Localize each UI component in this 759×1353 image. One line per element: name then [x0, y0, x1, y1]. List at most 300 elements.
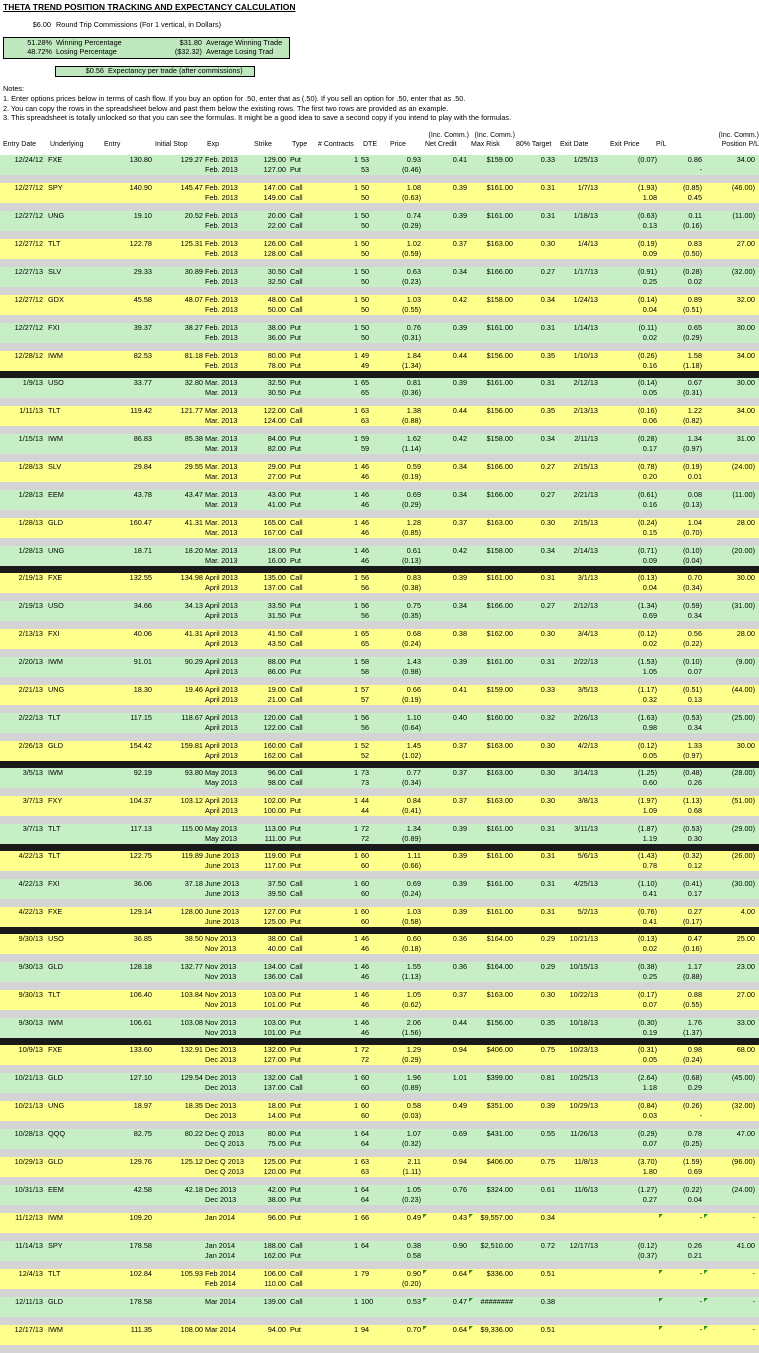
- cell-type[interactable]: Put: [290, 444, 301, 453]
- cell-type[interactable]: Put: [290, 1185, 301, 1194]
- cell-exp[interactable]: Feb. 2013: [205, 193, 238, 202]
- cell-stop[interactable]: 159.81: [180, 741, 203, 750]
- cell-price[interactable]: 2.06: [406, 1018, 421, 1027]
- cell-und[interactable]: TLT: [48, 713, 61, 722]
- cell-strike[interactable]: 132.00: [263, 1045, 286, 1054]
- cell-exp[interactable]: Mar. 2013: [205, 434, 238, 443]
- cell-entry[interactable]: 132.55: [129, 573, 152, 582]
- cell-type[interactable]: Put: [290, 1195, 301, 1204]
- cell-credit[interactable]: 0.69: [452, 1129, 467, 1138]
- cell-risk[interactable]: $163.00: [486, 518, 513, 527]
- cell-pl[interactable]: (0.25): [682, 1139, 702, 1148]
- cell-type[interactable]: Put: [290, 667, 301, 676]
- cell-dte[interactable]: 57: [361, 685, 370, 694]
- cell-target[interactable]: 0.39: [540, 1101, 555, 1110]
- cell-entry[interactable]: 19.10: [133, 211, 152, 220]
- cell-contracts[interactable]: 1: [353, 685, 358, 694]
- cell-target[interactable]: 0.34: [540, 1213, 555, 1222]
- cell-exitprice[interactable]: (1.63): [637, 713, 657, 722]
- cell-strike[interactable]: 27.00: [267, 472, 286, 481]
- cell-date[interactable]: 1/28/13: [18, 546, 43, 555]
- cell-entry[interactable]: 92.19: [133, 768, 152, 777]
- cell-pl[interactable]: 0.34: [687, 611, 702, 620]
- cell-risk[interactable]: $164.00: [486, 934, 513, 943]
- cell-type[interactable]: Call: [290, 741, 303, 750]
- cell-date[interactable]: 4/22/13: [18, 879, 43, 888]
- cell-entry[interactable]: 86.83: [133, 434, 152, 443]
- cell-strike[interactable]: 119.00: [264, 851, 286, 860]
- cell-date[interactable]: 10/9/13: [18, 1045, 43, 1054]
- cell-pospl[interactable]: -: [752, 1297, 755, 1306]
- cell-contracts[interactable]: 1: [353, 183, 358, 192]
- cell-date[interactable]: 1/15/13: [18, 434, 43, 443]
- cell-entry[interactable]: 129.76: [129, 1157, 152, 1166]
- cell-entry[interactable]: 133.60: [129, 1045, 152, 1054]
- cell-risk[interactable]: $2,510.00: [480, 1241, 513, 1250]
- cell-credit[interactable]: 0.34: [452, 462, 467, 471]
- cell-date[interactable]: 1/28/13: [18, 518, 43, 527]
- cell-pl[interactable]: (0.10): [682, 657, 702, 666]
- cell-type[interactable]: Put: [290, 601, 301, 610]
- cell-contracts[interactable]: 1: [353, 629, 358, 638]
- cell-pospl[interactable]: (29.00): [731, 824, 755, 833]
- cell-exitprice[interactable]: (1.10): [637, 879, 657, 888]
- cell-exitprice[interactable]: 0.69: [642, 611, 657, 620]
- cell-type[interactable]: Call: [290, 295, 303, 304]
- cell-exitprice[interactable]: (0.14): [637, 378, 657, 387]
- cell-und[interactable]: SPY: [48, 183, 63, 192]
- cell-exitprice[interactable]: 0.05: [642, 1055, 657, 1064]
- cell-strike[interactable]: 120.00: [263, 713, 286, 722]
- cell-pl[interactable]: 0.98: [687, 1045, 702, 1054]
- cell-price[interactable]: 0.77: [406, 768, 421, 777]
- cell-entry[interactable]: 122.75: [129, 851, 152, 860]
- cell-contracts[interactable]: 1: [353, 657, 358, 666]
- cell-contracts[interactable]: 1: [353, 267, 358, 276]
- cell-dte[interactable]: 59: [361, 434, 370, 443]
- cell-exp[interactable]: June 2013: [205, 917, 240, 926]
- cell-stop[interactable]: 119.89: [181, 851, 203, 860]
- cell-strike[interactable]: 122.00: [263, 723, 286, 732]
- cell-exitprice[interactable]: 0.19: [642, 1028, 657, 1037]
- cell-exp[interactable]: April 2013: [205, 685, 238, 694]
- cell-type[interactable]: Call: [290, 221, 303, 230]
- cell-stop[interactable]: 18.20: [184, 546, 203, 555]
- cell-strike[interactable]: 32.50: [267, 277, 286, 286]
- cell-pospl[interactable]: 28.00: [736, 518, 755, 527]
- cell-target[interactable]: 0.35: [540, 406, 555, 415]
- cell-exp[interactable]: Dec 2013: [205, 1185, 237, 1194]
- cell-dte[interactable]: 65: [361, 378, 370, 387]
- cell-exp[interactable]: Mar. 2013: [205, 462, 238, 471]
- cell-type[interactable]: Put: [290, 1167, 301, 1176]
- cell-stop[interactable]: 81.18: [184, 351, 203, 360]
- cell-price[interactable]: (0.66): [401, 861, 421, 870]
- cell-exitprice[interactable]: (0.13): [637, 573, 657, 582]
- cell-pospl[interactable]: 25.00: [736, 934, 755, 943]
- cell-exitprice[interactable]: 0.60: [642, 778, 657, 787]
- cell-price[interactable]: 1.38: [406, 406, 421, 415]
- cell-stop[interactable]: 108.00: [180, 1325, 203, 1334]
- cell-exitprice[interactable]: (0.91): [637, 267, 657, 276]
- cell-target[interactable]: 0.31: [540, 378, 555, 387]
- cell-type[interactable]: Put: [290, 1251, 301, 1260]
- cell-strike[interactable]: 113.00: [264, 824, 286, 833]
- cell-credit[interactable]: 0.39: [452, 211, 467, 220]
- cell-entry[interactable]: 91.01: [133, 657, 152, 666]
- cell-exp[interactable]: Feb. 2013: [205, 277, 238, 286]
- cell-strike[interactable]: 18.00: [267, 546, 286, 555]
- cell-price[interactable]: (0.59): [401, 249, 421, 258]
- cell-pl[interactable]: (0.97): [682, 444, 702, 453]
- cell-und[interactable]: FXY: [48, 796, 63, 805]
- cell-exp[interactable]: Mar. 2013: [205, 528, 238, 537]
- cell-exp[interactable]: Feb. 2013: [205, 295, 238, 304]
- cell-date[interactable]: 10/28/13: [14, 1129, 43, 1138]
- cell-target[interactable]: 0.35: [540, 1018, 555, 1027]
- cell-dte[interactable]: 57: [361, 695, 370, 704]
- cell-pl[interactable]: 0.04: [687, 1195, 702, 1204]
- cell-pl[interactable]: (0.41): [682, 879, 702, 888]
- cell-type[interactable]: Call: [290, 239, 303, 248]
- cell-risk[interactable]: $161.00: [486, 183, 513, 192]
- cell-pospl[interactable]: 34.00: [736, 406, 755, 415]
- cell-type[interactable]: Put: [290, 378, 301, 387]
- cell-pl[interactable]: (0.16): [682, 944, 702, 953]
- cell-price[interactable]: (0.41): [401, 806, 421, 815]
- cell-strike[interactable]: 39.50: [267, 889, 286, 898]
- cell-price[interactable]: (0.36): [401, 388, 421, 397]
- cell-exitprice[interactable]: (0.11): [638, 323, 657, 332]
- cell-price[interactable]: 0.59: [406, 462, 421, 471]
- cell-credit[interactable]: 0.44: [452, 406, 467, 415]
- cell-pospl[interactable]: (44.00): [731, 685, 755, 694]
- cell-pl[interactable]: 0.47: [687, 934, 702, 943]
- cell-price[interactable]: 0.38: [406, 1241, 421, 1250]
- cell-stop[interactable]: 121.77: [180, 406, 203, 415]
- cell-exitprice[interactable]: (0.37): [637, 1251, 657, 1260]
- cell-stop[interactable]: 145.47: [180, 183, 203, 192]
- cell-entry[interactable]: 18.30: [133, 685, 152, 694]
- cell-und[interactable]: TLT: [48, 990, 61, 999]
- cell-und[interactable]: EEM: [48, 490, 64, 499]
- cell-strike[interactable]: 75.00: [267, 1139, 286, 1148]
- cell-price[interactable]: (0.24): [401, 889, 421, 898]
- cell-contracts[interactable]: 1: [353, 573, 358, 582]
- cell-und[interactable]: GLD: [48, 1157, 64, 1166]
- cell-entry[interactable]: 129.14: [129, 907, 152, 916]
- cell-contracts[interactable]: 1: [353, 211, 358, 220]
- cell-contracts[interactable]: 1: [353, 713, 358, 722]
- cell-pospl[interactable]: -: [752, 1213, 755, 1222]
- cell-strike[interactable]: 126.00: [263, 239, 286, 248]
- cell-exp[interactable]: Nov 2013: [205, 972, 237, 981]
- cell-credit[interactable]: 0.76: [452, 1185, 467, 1194]
- cell-strike[interactable]: 127.00: [263, 165, 286, 174]
- cell-exitprice[interactable]: (0.30): [637, 1018, 657, 1027]
- cell-pospl[interactable]: 41.00: [736, 1241, 755, 1250]
- cell-price[interactable]: (0.85): [401, 528, 421, 537]
- cell-type[interactable]: Put: [290, 472, 301, 481]
- cell-entry[interactable]: 29.33: [133, 267, 152, 276]
- cell-strike[interactable]: 43.50: [267, 639, 286, 648]
- cell-und[interactable]: IWM: [48, 1213, 63, 1222]
- cell-strike[interactable]: 84.00: [267, 434, 286, 443]
- cell-credit[interactable]: 0.39: [452, 183, 467, 192]
- cell-exp[interactable]: June 2013: [205, 907, 240, 916]
- cell-und[interactable]: EEM: [48, 1185, 64, 1194]
- cell-risk[interactable]: $166.00: [486, 601, 513, 610]
- cell-type[interactable]: Call: [290, 406, 303, 415]
- cell-price[interactable]: (1.11): [402, 1167, 421, 1176]
- cell-risk[interactable]: $161.00: [486, 657, 513, 666]
- cell-dte[interactable]: 44: [361, 806, 370, 815]
- cell-contracts[interactable]: 1: [353, 741, 358, 750]
- cell-price[interactable]: 1.55: [406, 962, 421, 971]
- cell-risk[interactable]: $158.00: [486, 434, 513, 443]
- cell-strike[interactable]: 86.00: [267, 667, 286, 676]
- cell-exitprice[interactable]: (3.70): [637, 1157, 657, 1166]
- cell-exitprice[interactable]: (1.17): [637, 685, 657, 694]
- cell-price[interactable]: 0.90: [406, 1269, 421, 1278]
- cell-exitprice[interactable]: 0.17: [642, 444, 657, 453]
- cell-exitprice[interactable]: (1.25): [637, 768, 657, 777]
- cell-exp[interactable]: Mar. 2013: [205, 518, 238, 527]
- cell-exitdate[interactable]: 3/5/13: [577, 685, 598, 694]
- cell-date[interactable]: 12/27/13: [14, 267, 43, 276]
- cell-exitprice[interactable]: 0.04: [642, 305, 657, 314]
- cell-contracts[interactable]: 1: [353, 879, 358, 888]
- cell-credit[interactable]: 0.49: [452, 1101, 467, 1110]
- cell-exitprice[interactable]: 0.41: [642, 917, 657, 926]
- cell-type[interactable]: Call: [290, 518, 303, 527]
- cell-credit[interactable]: 1.01: [452, 1073, 467, 1082]
- cell-entry[interactable]: 111.35: [130, 1325, 152, 1334]
- cell-dte[interactable]: 60: [361, 889, 370, 898]
- cell-type[interactable]: Call: [290, 879, 303, 888]
- cell-exitdate[interactable]: 4/25/13: [573, 879, 598, 888]
- cell-price[interactable]: 1.10: [406, 713, 421, 722]
- cell-stop[interactable]: 132.77: [180, 962, 203, 971]
- cell-und[interactable]: IWM: [48, 768, 63, 777]
- cell-exitprice[interactable]: (0.63): [637, 211, 657, 220]
- cell-credit[interactable]: 0.37: [452, 768, 467, 777]
- cell-price[interactable]: (1.34): [401, 361, 421, 370]
- cell-type[interactable]: Put: [290, 806, 301, 815]
- cell-strike[interactable]: 137.00: [263, 583, 286, 592]
- cell-price[interactable]: 0.58: [406, 1251, 421, 1260]
- cell-pl[interactable]: (0.34): [682, 583, 702, 592]
- cell-pl[interactable]: -: [699, 1325, 702, 1334]
- cell-credit[interactable]: 0.37: [452, 741, 467, 750]
- cell-price[interactable]: (1.02): [401, 751, 421, 760]
- cell-pl[interactable]: 0.83: [687, 239, 702, 248]
- cell-target[interactable]: 0.32: [540, 713, 555, 722]
- cell-type[interactable]: Put: [290, 1157, 301, 1166]
- cell-strike[interactable]: 162.00: [263, 751, 286, 760]
- cell-date[interactable]: 12/27/12: [14, 211, 43, 220]
- cell-date[interactable]: 10/21/13: [14, 1101, 43, 1110]
- cell-dte[interactable]: 60: [361, 917, 370, 926]
- cell-dte[interactable]: 46: [361, 472, 370, 481]
- cell-dte[interactable]: 56: [361, 713, 370, 722]
- cell-stop[interactable]: 85.38: [184, 434, 203, 443]
- cell-dte[interactable]: 56: [361, 723, 370, 732]
- cell-exp[interactable]: June 2013: [205, 889, 240, 898]
- cell-risk[interactable]: $161.00: [486, 573, 513, 582]
- cell-pospl[interactable]: 47.00: [736, 1129, 755, 1138]
- cell-dte[interactable]: 72: [361, 1045, 370, 1054]
- cell-price[interactable]: (0.89): [401, 834, 421, 843]
- cell-type[interactable]: Call: [290, 1297, 303, 1306]
- cell-credit[interactable]: 0.39: [452, 879, 467, 888]
- cell-type[interactable]: Call: [290, 1073, 303, 1082]
- cell-exp[interactable]: Nov 2013: [205, 962, 237, 971]
- cell-dte[interactable]: 64: [361, 1129, 370, 1138]
- cell-exitdate[interactable]: 10/25/13: [569, 1073, 598, 1082]
- cell-entry[interactable]: 43.78: [133, 490, 152, 499]
- cell-dte[interactable]: 46: [361, 518, 370, 527]
- cell-pospl[interactable]: (20.00): [731, 546, 755, 555]
- cell-entry[interactable]: 130.80: [129, 155, 152, 164]
- cell-date[interactable]: 12/17/13: [14, 1325, 43, 1334]
- cell-target[interactable]: 0.29: [540, 962, 555, 971]
- cell-strike[interactable]: 125.00: [263, 917, 286, 926]
- cell-exitprice[interactable]: (0.84): [637, 1101, 657, 1110]
- cell-pl[interactable]: (0.26): [682, 1101, 702, 1110]
- cell-credit[interactable]: 0.42: [452, 434, 467, 443]
- cell-type[interactable]: Call: [290, 267, 303, 276]
- cell-type[interactable]: Call: [290, 277, 303, 286]
- cell-price[interactable]: 1.62: [406, 434, 421, 443]
- cell-risk[interactable]: $163.00: [486, 768, 513, 777]
- cell-exp[interactable]: Mar. 2013: [205, 444, 238, 453]
- cell-pospl[interactable]: (31.00): [731, 601, 755, 610]
- cell-target[interactable]: 0.34: [540, 434, 555, 443]
- cell-type[interactable]: Put: [290, 917, 301, 926]
- cell-strike[interactable]: 18.00: [267, 1101, 286, 1110]
- cell-contracts[interactable]: 1: [353, 1213, 358, 1222]
- cell-strike[interactable]: 30.50: [267, 388, 286, 397]
- cell-type[interactable]: Call: [290, 1083, 303, 1092]
- cell-credit[interactable]: 0.38: [452, 629, 467, 638]
- cell-date[interactable]: 2/19/13: [18, 573, 43, 582]
- cell-exitdate[interactable]: 10/29/13: [569, 1101, 598, 1110]
- cell-stop[interactable]: 34.13: [184, 601, 203, 610]
- cell-stop[interactable]: 125.31: [180, 239, 203, 248]
- cell-exp[interactable]: Mar. 2013: [205, 388, 238, 397]
- cell-exitdate[interactable]: 2/22/13: [573, 657, 598, 666]
- cell-pl[interactable]: (0.19): [682, 462, 702, 471]
- cell-und[interactable]: UNG: [48, 685, 65, 694]
- cell-risk[interactable]: $9,336.00: [480, 1325, 513, 1334]
- cell-type[interactable]: Call: [290, 183, 303, 192]
- cell-pl[interactable]: (1.18): [682, 361, 702, 370]
- cell-pl[interactable]: 1.17: [687, 962, 702, 971]
- cell-exp[interactable]: April 2013: [205, 667, 238, 676]
- cell-exitdate[interactable]: 3/4/13: [577, 629, 598, 638]
- cell-type[interactable]: Call: [290, 962, 303, 971]
- cell-stop[interactable]: 103.08: [180, 1018, 203, 1027]
- cell-exitprice[interactable]: 1.05: [642, 667, 657, 676]
- cell-risk[interactable]: $162.00: [486, 629, 513, 638]
- cell-exp[interactable]: Dec Q 2013: [205, 1139, 244, 1148]
- cell-price[interactable]: 1.07: [406, 1129, 421, 1138]
- cell-price[interactable]: (0.23): [401, 1195, 421, 1204]
- cell-pl[interactable]: 0.88: [687, 990, 702, 999]
- cell-und[interactable]: TLT: [48, 1269, 61, 1278]
- cell-exitprice[interactable]: (0.16): [637, 406, 657, 415]
- cell-price[interactable]: 0.53: [406, 1297, 421, 1306]
- cell-strike[interactable]: 127.00: [263, 1055, 286, 1064]
- cell-und[interactable]: IWM: [48, 351, 63, 360]
- cell-strike[interactable]: 41.00: [267, 500, 286, 509]
- cell-strike[interactable]: 128.00: [263, 249, 286, 258]
- cell-credit[interactable]: 0.34: [452, 267, 467, 276]
- cell-exitprice[interactable]: (0.19): [637, 239, 657, 248]
- cell-risk[interactable]: $161.00: [486, 907, 513, 916]
- cell-pl[interactable]: -: [699, 1269, 702, 1278]
- cell-exitdate[interactable]: 11/26/13: [570, 1129, 598, 1138]
- cell-type[interactable]: Put: [290, 351, 301, 360]
- cell-exitprice[interactable]: 0.16: [642, 500, 657, 509]
- cell-exitprice[interactable]: 0.27: [642, 1195, 657, 1204]
- cell-type[interactable]: Put: [290, 1111, 301, 1120]
- cell-exp[interactable]: April 2013: [205, 657, 238, 666]
- cell-risk[interactable]: $156.00: [486, 406, 513, 415]
- cell-exitprice[interactable]: 0.09: [642, 249, 657, 258]
- cell-credit[interactable]: 0.42: [452, 546, 467, 555]
- cell-pl[interactable]: (0.16): [682, 221, 702, 230]
- cell-risk[interactable]: $166.00: [486, 490, 513, 499]
- cell-price[interactable]: (0.29): [401, 1055, 421, 1064]
- cell-exp[interactable]: May 2013: [205, 824, 238, 833]
- cell-strike[interactable]: 102.00: [263, 796, 286, 805]
- cell-und[interactable]: FXE: [48, 1045, 63, 1054]
- cell-price[interactable]: 1.11: [407, 851, 421, 860]
- cell-contracts[interactable]: 1: [353, 824, 358, 833]
- cell-strike[interactable]: 111.00: [264, 834, 286, 843]
- cell-exitprice[interactable]: (0.13): [637, 934, 657, 943]
- cell-credit[interactable]: 0.37: [452, 518, 467, 527]
- cell-exitprice[interactable]: (1.43): [637, 851, 657, 860]
- cell-entry[interactable]: 119.42: [130, 406, 152, 415]
- cell-pl[interactable]: (0.17): [682, 917, 702, 926]
- cell-pl[interactable]: 0.56: [687, 629, 702, 638]
- cell-dte[interactable]: 63: [361, 1157, 370, 1166]
- cell-dte[interactable]: 59: [361, 444, 370, 453]
- cell-stop[interactable]: 103.12: [180, 796, 203, 805]
- cell-exitdate[interactable]: 11/8/13: [574, 1157, 598, 1166]
- cell-credit[interactable]: 0.47: [452, 1297, 467, 1306]
- cell-exitdate[interactable]: 2/21/13: [573, 490, 598, 499]
- cell-price[interactable]: (0.89): [401, 1083, 421, 1092]
- cell-credit[interactable]: 0.36: [452, 962, 467, 971]
- cell-risk[interactable]: $161.00: [486, 851, 513, 860]
- cell-contracts[interactable]: 1: [353, 1018, 358, 1027]
- cell-exitdate[interactable]: 5/2/13: [577, 907, 598, 916]
- cell-stop[interactable]: 125.12: [180, 1157, 203, 1166]
- cell-pl[interactable]: (0.97): [682, 751, 702, 760]
- cell-dte[interactable]: 52: [361, 741, 370, 750]
- cell-risk[interactable]: $156.00: [486, 1018, 513, 1027]
- cell-pospl[interactable]: 30.00: [736, 323, 755, 332]
- cell-pl[interactable]: (0.68): [682, 1073, 702, 1082]
- cell-stop[interactable]: 38.50: [184, 934, 203, 943]
- cell-entry[interactable]: 178.58: [129, 1297, 152, 1306]
- cell-strike[interactable]: 165.00: [263, 518, 286, 527]
- cell-exitprice[interactable]: (0.61): [637, 490, 657, 499]
